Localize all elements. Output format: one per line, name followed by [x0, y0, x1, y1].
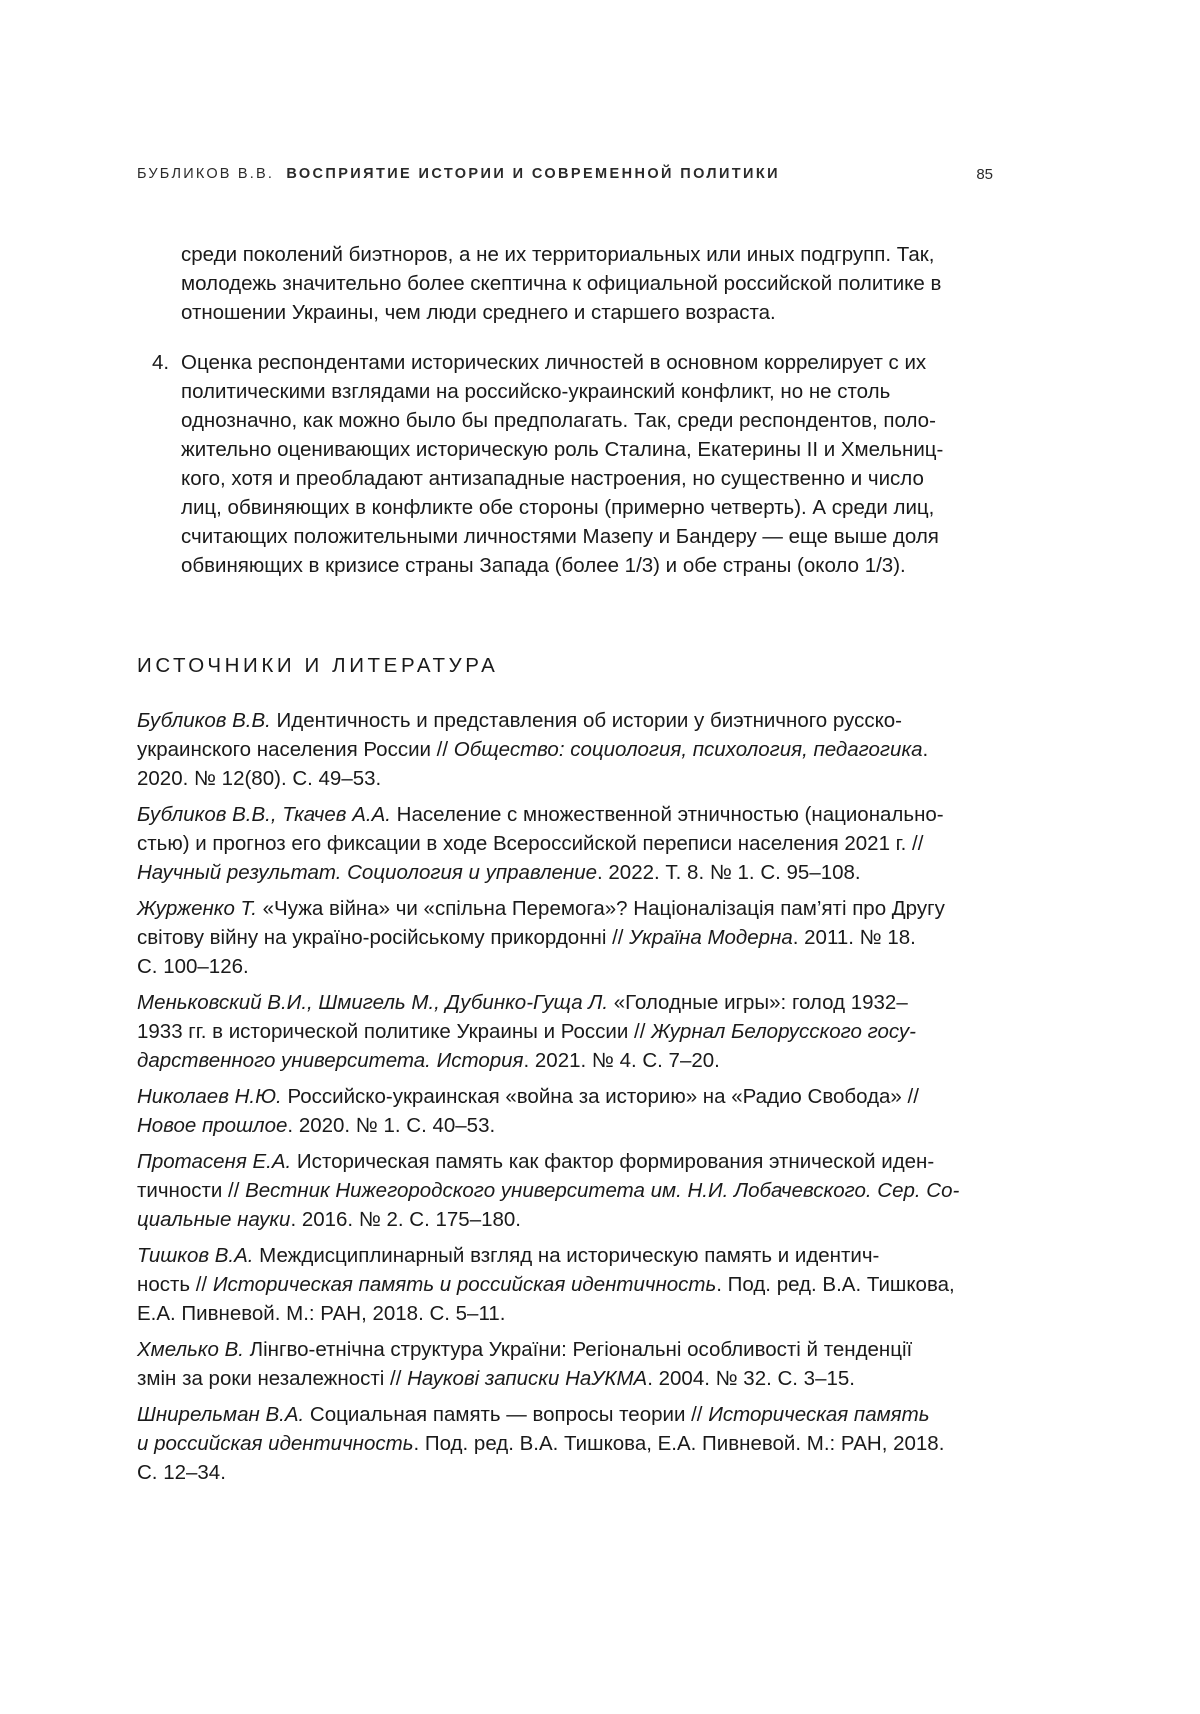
reference-text: Социальная память — вопросы теории // — [304, 1403, 709, 1426]
reference-italic-text: Протасеня Е.А. — [137, 1150, 292, 1173]
reference-text: Российско-украинская «война за историю» на «Радио Свобода» // — [281, 1085, 919, 1108]
paragraph-line: молодежь значительно более скептична к официальной российской политике в — [181, 272, 942, 295]
reference-entry — [137, 800, 997, 887]
reference-text: С. 12–34. — [137, 1461, 226, 1484]
reference-line — [137, 1270, 997, 1299]
reference-text: 2020. № 12(80). С. 49–53. — [137, 767, 382, 790]
reference-italic-text: Общество: социология, психология, педагогика — [453, 738, 923, 761]
reference-line — [137, 1111, 997, 1140]
reference-text: змін за роки незалежності // — [137, 1367, 408, 1390]
reference-italic-text: Бубликов В.В. — [137, 709, 271, 732]
reference-italic-text: Историческая память — [708, 1403, 930, 1426]
reference-line — [137, 1429, 997, 1458]
reference-text: . Под. ред. В.А. Тишкова, — [716, 1273, 955, 1296]
reference-italic-text: Наукові записки НаУКМА — [407, 1367, 648, 1390]
section-heading: ИСТОЧНИКИ И ЛИТЕРАТУРА — [137, 654, 499, 677]
reference-text: Е.А. Пивневой. М.: РАН, 2018. С. 5–11. — [137, 1302, 506, 1325]
running-header — [137, 166, 993, 182]
reference-line — [137, 829, 997, 858]
reference-text: «Чужа війна» чи «спільна Перемога»? Націоналізація пам’яті про Другу — [256, 897, 945, 920]
paragraph-line: отношении Украины, чем люди среднего и старшего возраста. — [181, 301, 776, 324]
reference-text: стью) и прогноз его фиксации в ходе Всероссийской переписи населения 2021 г. // — [137, 832, 924, 855]
reference-entry — [137, 1400, 997, 1487]
reference-entry — [137, 988, 997, 1075]
paragraph-line: считающих положительными личностями Мазепу и Бандеру — еще выше доля — [181, 525, 939, 548]
reference-text: . 2022. Т. 8. № 1. С. 95–108. — [597, 861, 861, 884]
paragraph-line: жительно оценивающих историческую роль Сталина, Екатерины II и Хмельниц- — [181, 438, 944, 461]
paragraph-line: обвиняющих в кризисе страны Запада (более 1/3) и обе страны (около 1/3). — [181, 554, 906, 577]
paragraph-line: кого, хотя и преобладают антизападные настроения, но существенно и число — [181, 467, 924, 490]
reference-text: «Голодные игры»: голод 1932– — [608, 991, 908, 1014]
reference-italic-text: Историческая память и российская идентичность — [212, 1273, 717, 1296]
reference-line — [137, 735, 997, 764]
reference-line — [137, 1147, 997, 1176]
reference-italic-text: Хмелько В. — [137, 1338, 244, 1361]
reference-italic-text: Тишков В.А. — [137, 1244, 254, 1267]
reference-line — [137, 706, 997, 735]
reference-line — [137, 1299, 997, 1328]
paragraph-line: лиц, обвиняющих в конфликте обе стороны (примерно четверть). А среди лиц, — [181, 496, 935, 519]
reference-italic-text: и российская идентичность — [137, 1432, 414, 1455]
reference-text: . 2011. № 18. — [792, 926, 916, 949]
reference-line — [137, 858, 997, 887]
reference-italic-text: Вестник Нижегородского университета им. Н.И. Лобачевского. Сер. Со- — [245, 1179, 960, 1202]
reference-italic-text: Новое прошлое — [137, 1114, 288, 1137]
paragraph-line: политическими взглядами на российско-украинский конфликт, но не столь — [181, 380, 891, 403]
list-item-number: 4. — [152, 351, 170, 374]
list-item-text — [181, 348, 1001, 580]
reference-text: . 2020. № 1. С. 40–53. — [287, 1114, 496, 1137]
continuation-paragraph — [181, 240, 1001, 327]
reference-line — [137, 988, 997, 1017]
reference-text: . 2004. № 32. С. 3–15. — [647, 1367, 855, 1390]
reference-line — [137, 1400, 997, 1429]
reference-italic-text: Україна Модерна — [629, 926, 793, 949]
reference-text: світову війну на україно-російському прикордонні // — [137, 926, 630, 949]
reference-line — [137, 764, 997, 793]
reference-line — [137, 1176, 997, 1205]
reference-line — [137, 1335, 997, 1364]
reference-text: Историческая память как фактор формирования этнической иден- — [291, 1150, 935, 1173]
reference-line — [137, 1205, 997, 1234]
paragraph-line: среди поколений биэтноров, а не их территориальных или иных подгрупп. Так, — [181, 243, 935, 266]
reference-italic-text: Николаев Н.Ю. — [137, 1085, 282, 1108]
reference-text: Междисциплинарный взгляд на историческую память и идентич- — [253, 1244, 880, 1267]
reference-italic-text: Шнирельман В.А. — [137, 1403, 305, 1426]
header-author: БУБЛИКОВ В.В. — [137, 166, 275, 182]
reference-line — [137, 923, 997, 952]
reference-text: украинского населения России // — [137, 738, 454, 761]
reference-line — [137, 952, 997, 981]
reference-italic-text: Бубликов В.В., Ткачев А.А. — [137, 803, 391, 826]
reference-text: С. 100–126. — [137, 955, 249, 978]
reference-line — [137, 1364, 997, 1393]
reference-text: 1933 гг. в исторической политике Украины и России // — [137, 1020, 652, 1043]
reference-text: тичности // — [137, 1179, 246, 1202]
reference-line — [137, 1458, 997, 1487]
reference-italic-text: Меньковский В.И., Шмигель М., Дубинко-Гуща Л. — [137, 991, 609, 1014]
reference-text: Идентичность и представления об истории у биэтничного русско- — [270, 709, 903, 732]
reference-italic-text: Научный результат. Социология и управление — [137, 861, 598, 884]
header-title: ВОСПРИЯТИЕ ИСТОРИИ И СОВРЕМЕННОЙ ПОЛИТИКИ — [286, 166, 780, 182]
reference-text: ность // — [137, 1273, 213, 1296]
reference-text: Лінгво-етнічна структура України: Регіональні особливості й тенденції — [243, 1338, 913, 1361]
reference-italic-text: циальные науки — [137, 1208, 291, 1231]
reference-text: . 2016. № 2. С. 175–180. — [290, 1208, 522, 1231]
paragraph-line: Оценка респондентами исторических личностей в основном коррелирует с их — [181, 351, 927, 374]
reference-entry — [137, 894, 997, 981]
reference-entry — [137, 1147, 997, 1234]
paragraph-line: однозначно, как можно было бы предполагать. Так, среди респондентов, поло- — [181, 409, 936, 432]
reference-line — [137, 1046, 997, 1075]
page-number: 85 — [976, 166, 993, 183]
reference-line — [137, 800, 997, 829]
reference-entry — [137, 1082, 997, 1140]
reference-line — [137, 1017, 997, 1046]
reference-italic-text: дарственного университета. История — [137, 1049, 524, 1072]
reference-entry — [137, 1241, 997, 1328]
reference-line — [137, 1082, 997, 1111]
reference-list — [137, 706, 997, 1494]
reference-entry — [137, 1335, 997, 1393]
reference-text: . — [922, 738, 929, 761]
reference-text: . Под. ред. В.А. Тишкова, Е.А. Пивневой. М.: РАН, 2018. — [413, 1432, 945, 1455]
reference-text: . 2021. № 4. С. 7–20. — [523, 1049, 720, 1072]
reference-entry — [137, 706, 997, 793]
reference-text: Население с множественной этничностью (национально- — [390, 803, 944, 826]
reference-italic-text: Журженко Т. — [137, 897, 257, 920]
reference-italic-text: Журнал Белорусского госу- — [651, 1020, 916, 1043]
reference-line — [137, 1241, 997, 1270]
reference-line — [137, 894, 997, 923]
